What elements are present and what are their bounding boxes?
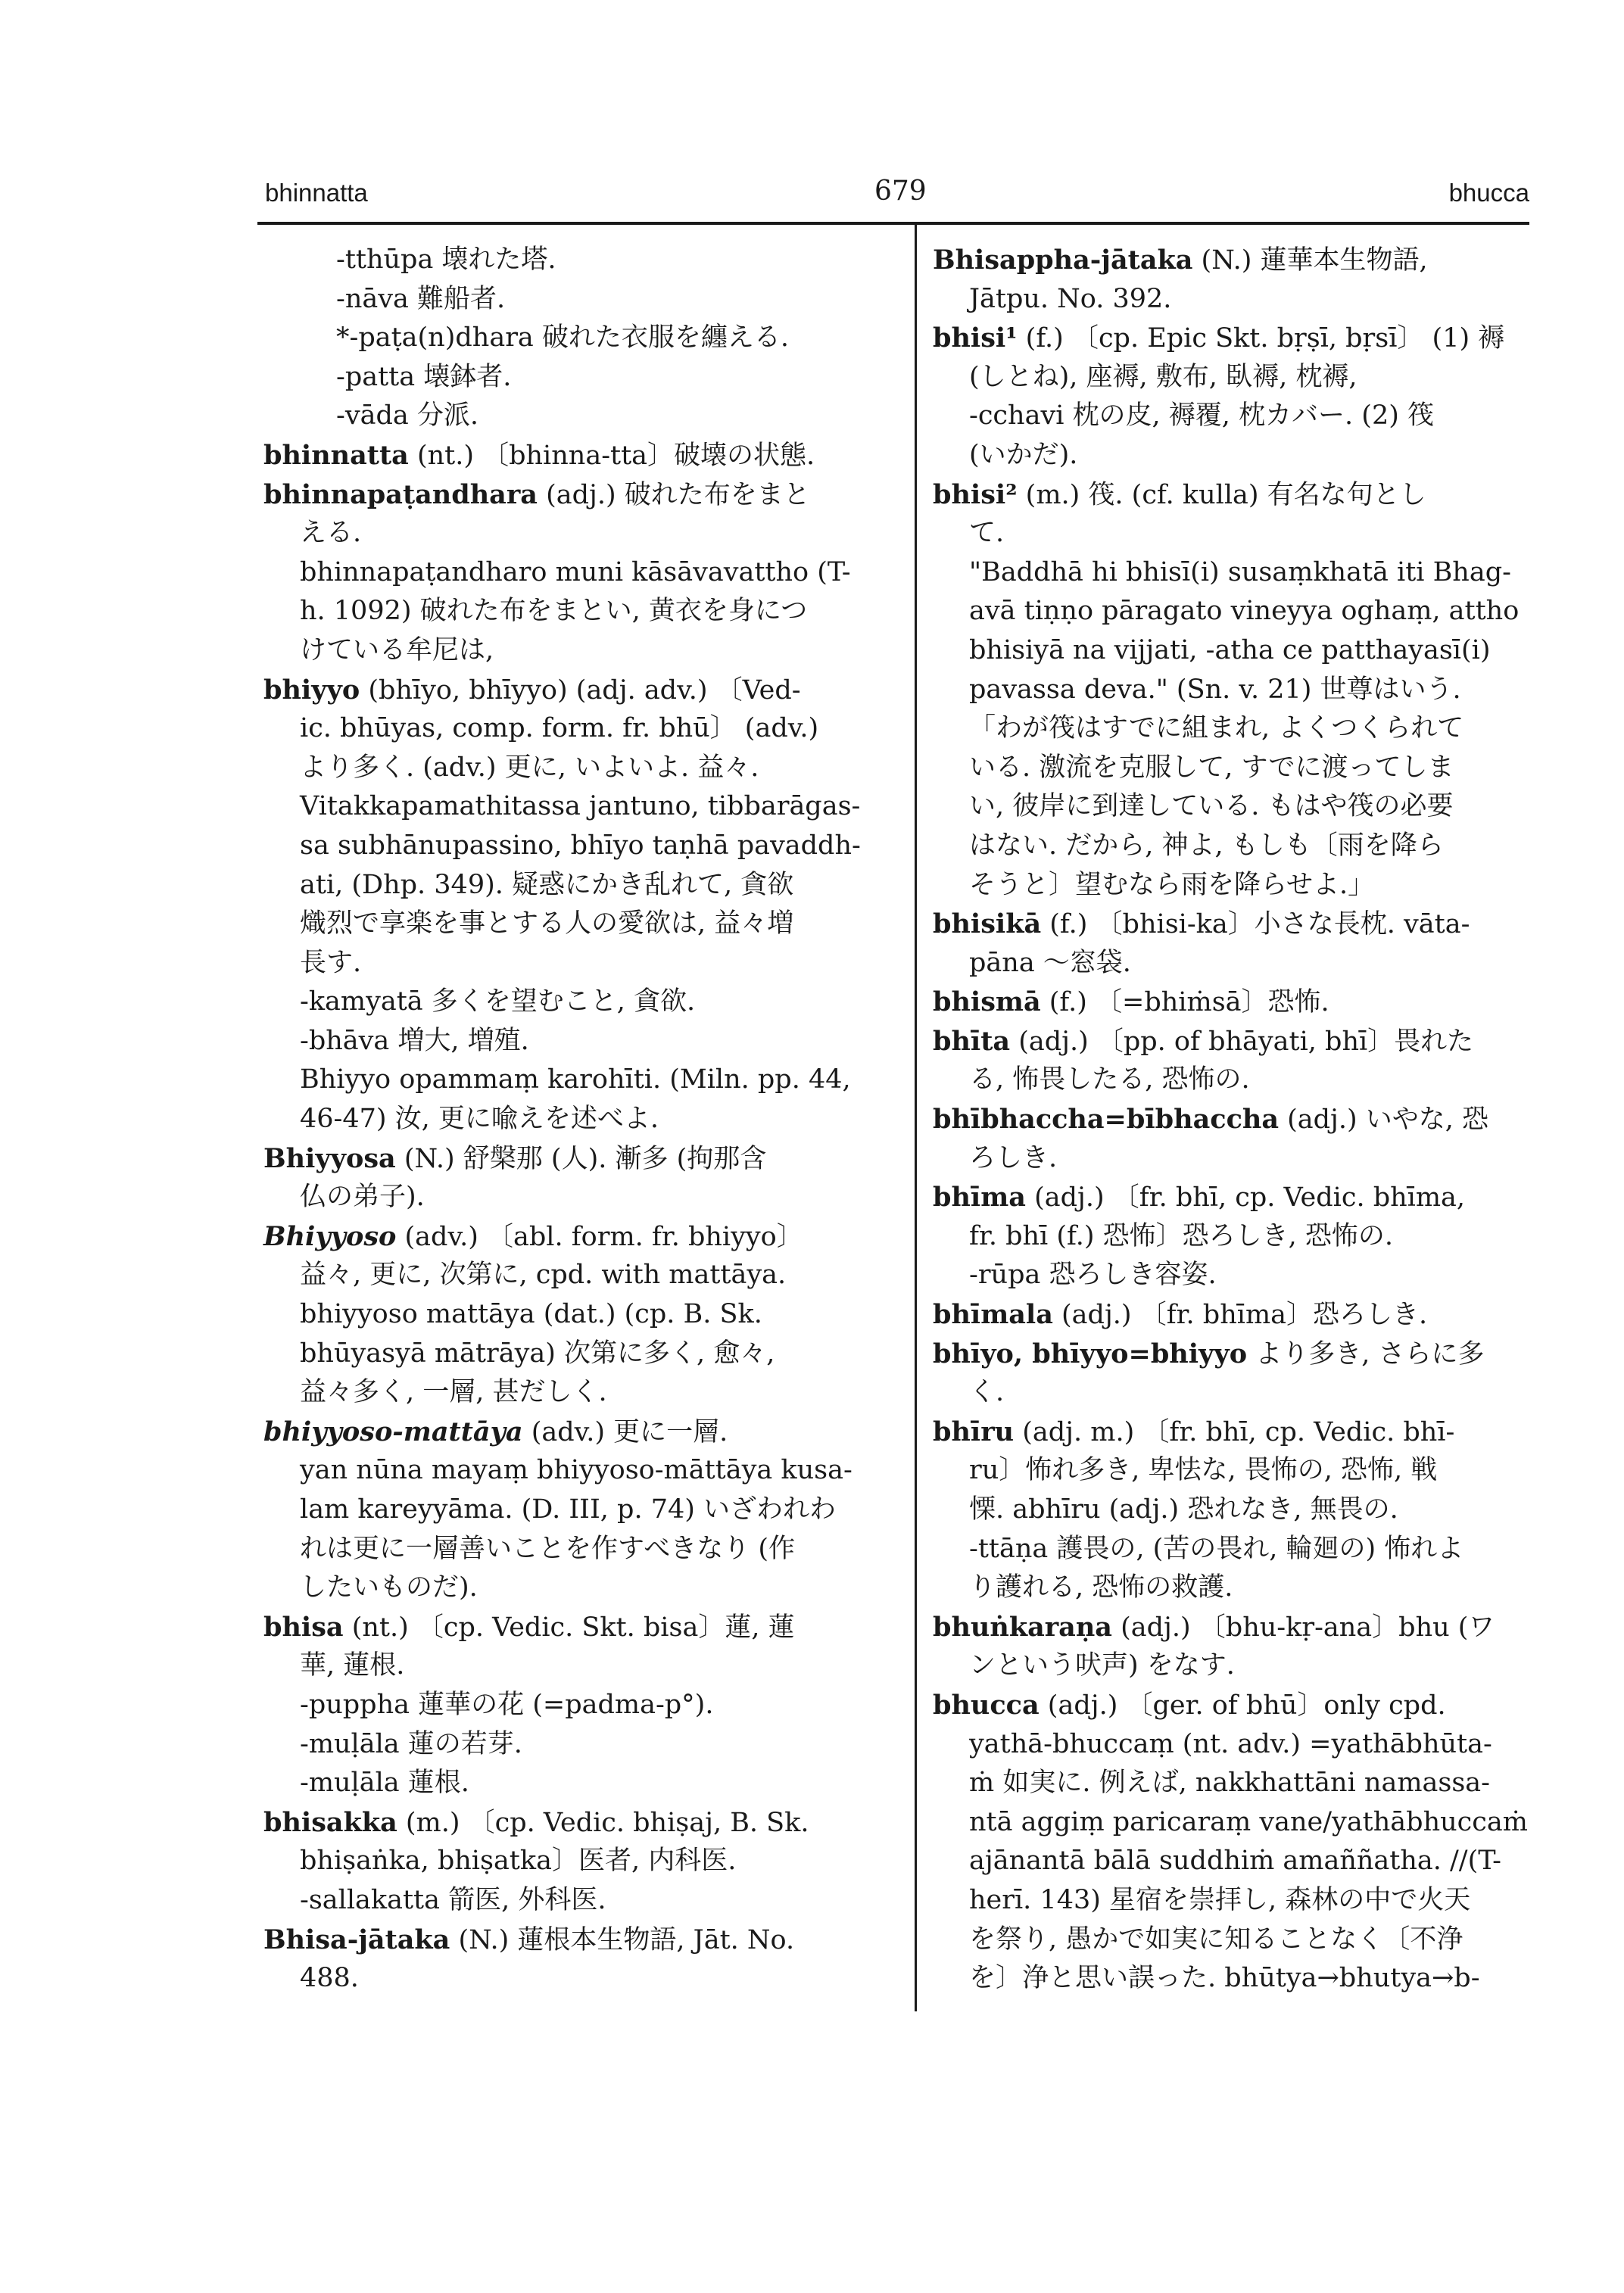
- entry-text: ṁ 如実に. 例えば, nakkhattāni namassa-: [969, 1768, 1490, 1799]
- entry-headline: [933, 475, 1531, 515]
- entry-line: [933, 1373, 1531, 1413]
- entry-text: ati, (Dhp. 349). 疑惑にかき乱れて, 貪欲: [300, 869, 794, 900]
- entry-line: [263, 1256, 884, 1295]
- entry-line: [263, 1295, 884, 1335]
- entry-text: h. 1092) 破れた布をまとい, 黄衣を身につ: [300, 596, 808, 627]
- entry-line: [933, 1959, 1531, 1999]
- entry-text: (adj. m.) 〔fr. bhī, cp. Vedic. bhī-: [1014, 1416, 1455, 1447]
- entry-line: [933, 1217, 1531, 1257]
- entry-text: -rūpa 恐ろしき容姿.: [969, 1260, 1217, 1291]
- entry-headline: [933, 319, 1531, 358]
- entry-text: (adj.) いやな, 恐: [1279, 1104, 1489, 1136]
- headword: Bhiyyosa: [263, 1142, 396, 1174]
- entry-line: [933, 1803, 1531, 1843]
- entry-text: -muḷāla 蓮の若芽.: [300, 1728, 522, 1759]
- entry-line: [263, 514, 884, 553]
- entry-text: bhiṣaṅka, bhiṣatka〕医者, 内科医.: [300, 1846, 737, 1877]
- entry-text: -vāda 分派.: [336, 400, 478, 431]
- entry-line: [263, 1686, 884, 1725]
- entry-line: [263, 319, 884, 358]
- entry-text: て.: [969, 518, 1005, 549]
- entry-text: bhiyyoso mattāya (dat.) (cp. B. Sk.: [300, 1299, 762, 1330]
- entry-line: [263, 1373, 884, 1413]
- entry-headline: [263, 1608, 884, 1647]
- entry-line: [263, 1530, 884, 1569]
- entry-text: したいものだ).: [300, 1572, 478, 1603]
- entry-line: [263, 827, 884, 866]
- right-column: [933, 241, 1531, 1999]
- entry-line: [263, 397, 884, 436]
- entry-text: pavassa deva." (Sn. v. 21) 世尊はいう.: [969, 674, 1461, 705]
- entry-line: [263, 1647, 884, 1686]
- entry-text: (f.) 〔cp. Epic Skt. bṛṣī, bṛsī〕 (1) 褥: [1017, 323, 1505, 354]
- headword: bhiyyoso-mattāya: [263, 1416, 523, 1447]
- entry-line: [263, 553, 884, 593]
- headword: bhiyyo: [263, 674, 360, 706]
- entry-text: る, 怖畏したる, 恐怖の.: [969, 1064, 1250, 1095]
- entry-text: yan nūna mayaṃ bhiyyoso-māttāya kusa-: [300, 1455, 853, 1486]
- entry-text: avā tiṇṇo pāragato vineyya oghaṃ, attho: [969, 596, 1520, 627]
- entry-line: [933, 1569, 1531, 1608]
- entry-headline: [263, 436, 884, 475]
- entry-line: [263, 280, 884, 319]
- entry-line: [933, 1647, 1531, 1686]
- entry-text: 益々多く, 一層, 甚だしく.: [300, 1377, 607, 1408]
- headword: bhisi²: [933, 478, 1018, 510]
- entry-headline: [933, 241, 1531, 280]
- entry-text: (nt.) 〔cp. Vedic. Skt. bisa〕蓮, 蓮: [343, 1612, 795, 1643]
- entry-line: [933, 1842, 1531, 1881]
- entry-headline: [933, 983, 1531, 1022]
- entry-line: [933, 1921, 1531, 1960]
- running-header: [265, 176, 1529, 224]
- entry-text: (N.) 蓮華本生物語,: [1192, 245, 1428, 276]
- entry-headline: [933, 1608, 1531, 1647]
- entry-line: [263, 358, 884, 397]
- entry-text: を祭り, 愚かで如実に知ることなく〔不浄: [969, 1924, 1463, 1955]
- entry-line: [933, 1491, 1531, 1530]
- entry-line: [933, 749, 1531, 788]
- entry-text: sa subhānupassino, bhīyo taṇhā pavaddh-: [300, 830, 861, 861]
- left-guide-word: bhinnatta: [265, 179, 368, 207]
- entry-headline: [933, 1413, 1531, 1452]
- entry-text: (adv.) 更に一層.: [522, 1416, 728, 1447]
- entry-line: [263, 944, 884, 983]
- entry-headline: [263, 1803, 884, 1843]
- entry-text: 熾烈で享楽を事とする人の愛欲は, 益々増: [300, 908, 794, 939]
- entry-text: lam kareyyāma. (D. III, p. 74) いざわれわ: [300, 1494, 837, 1525]
- header-rule: [257, 222, 1529, 225]
- entry-text: い, 彼岸に到達している. もはや筏の必要: [969, 791, 1454, 822]
- entry-line: [263, 787, 884, 827]
- headword: bhisakka: [263, 1806, 397, 1838]
- entry-text: (f.) 〔=bhiṁsā〕恐怖.: [1040, 987, 1329, 1018]
- entry-text: ajānantā bālā suddhiṁ amaññatha. //(T-: [969, 1846, 1501, 1877]
- entry-line: [933, 397, 1531, 436]
- headword: Bhiyyoso: [263, 1220, 397, 1252]
- entry-text: bhisiyā na vijjati, -atha ce patthayasī(i): [969, 634, 1491, 665]
- entry-line: [933, 1881, 1531, 1921]
- entry-text: (adj.) 〔ger. of bhū〕only cpd.: [1039, 1690, 1446, 1721]
- entry-line: [263, 592, 884, 631]
- entry-line: [263, 1178, 884, 1217]
- entry-line: [263, 1725, 884, 1765]
- headword: bhīyo, bhīyyo=bhiyyo: [933, 1338, 1248, 1369]
- entry-text: bhinnapaṭandharo muni kāsāvavattho (T-: [300, 556, 851, 587]
- entry-line: [263, 1061, 884, 1100]
- headword: bhīru: [933, 1416, 1015, 1447]
- entry-headline: [933, 1100, 1531, 1139]
- entry-headline: [263, 671, 884, 710]
- entry-line: [933, 592, 1531, 631]
- entry-line: [933, 827, 1531, 866]
- entry-line: [263, 1022, 884, 1061]
- entry-text: -sallakatta 箭医, 外科医.: [300, 1884, 606, 1915]
- headword: bhisi¹: [933, 322, 1018, 354]
- entry-line: [933, 358, 1531, 397]
- entry-text: ンという吠声) をなす.: [969, 1650, 1235, 1681]
- entry-text: "Baddhā hi bhisī(i) susaṃkhatā iti Bhag-: [969, 556, 1511, 587]
- entry-headline: [263, 1921, 884, 1960]
- entry-headline: [933, 905, 1531, 944]
- entry-headline: [933, 1178, 1531, 1217]
- entry-text: -kamyatā 多くを望むこと, 貪欲.: [300, 986, 696, 1017]
- entry-text: -ttāṇa 護畏の, (苦の畏れ, 輪廻の) 怖れよ: [969, 1533, 1464, 1564]
- entry-text: (nt.) 〔bhinna-tta〕破壊の状態.: [408, 440, 815, 471]
- entry-text: 華, 蓮根.: [300, 1650, 405, 1681]
- headword: bhīta: [933, 1025, 1011, 1057]
- entry-text: Bhiyyo opammaṃ karohīti. (Miln. pp. 44,: [300, 1064, 851, 1095]
- entry-text: ru〕怖れ多き, 卑怯な, 畏怖の, 恐怖, 戦: [969, 1455, 1438, 1486]
- entry-line: [933, 280, 1531, 319]
- entry-text: ろしき.: [969, 1142, 1058, 1173]
- entry-line: [263, 1764, 884, 1803]
- entry-text: より多く. (adv.) 更に, いよいよ. 益々.: [300, 752, 759, 783]
- entry-text: (f.) 〔bhisi-ka〕小さな長枕. vāta-: [1041, 909, 1470, 940]
- entry-text: 488.: [300, 1963, 359, 1994]
- entry-text: (m.) 〔cp. Vedic. bhiṣaj, B. Sk.: [397, 1807, 809, 1838]
- headword: bhīma: [933, 1182, 1026, 1213]
- headword: bhisa: [263, 1611, 344, 1643]
- column-divider: [915, 225, 917, 2011]
- entry-text: Vitakkapamathitassa jantuno, tibbarāgas-: [300, 791, 861, 822]
- headword: bhinnapaṭandhara: [263, 478, 538, 510]
- entry-text: herī. 143) 星宿を崇拝し, 森林の中で火天: [969, 1884, 1471, 1915]
- entry-headline: [933, 1295, 1531, 1335]
- entry-text: pāna 〜窓袋.: [969, 947, 1131, 978]
- page-number: 679: [874, 176, 927, 207]
- entry-line: [263, 983, 884, 1022]
- left-column: [263, 241, 884, 1999]
- entry-line: [263, 1335, 884, 1374]
- headword: bhisikā: [933, 908, 1042, 940]
- entry-text: -muḷāla 蓮根.: [300, 1768, 469, 1799]
- entry-text: -puppha 蓮華の花 (=padma-p°).: [300, 1689, 714, 1720]
- entry-line: [263, 1569, 884, 1608]
- entry-text: (N.) 舒槃那 (人). 漸多 (拘那含: [395, 1143, 767, 1174]
- entry-headline: [933, 1686, 1531, 1725]
- entry-line: [933, 1139, 1531, 1179]
- entry-text: fr. bhī (f.) 恐怖〕恐ろしき, 恐怖の.: [969, 1220, 1394, 1251]
- entry-text: (adj.) 〔fr. bhīma〕恐ろしき.: [1052, 1300, 1428, 1331]
- entry-text: Jātpu. No. 392.: [969, 283, 1172, 314]
- entry-headline: [263, 1139, 884, 1179]
- entry-text: (adv.) 〔abl. form. fr. bhiyyo〕: [396, 1221, 803, 1252]
- entry-line: [933, 514, 1531, 553]
- entry-line: [933, 1061, 1531, 1100]
- entry-line: [933, 631, 1531, 671]
- entry-line: [263, 631, 884, 671]
- headword: bhībhaccha=bībhaccha: [933, 1104, 1279, 1136]
- entry-line: [933, 944, 1531, 983]
- entry-text: ic. bhūyas, comp. form. fr. bhū〕 (adv.): [300, 713, 819, 744]
- entry-line: [933, 787, 1531, 827]
- entry-line: [263, 905, 884, 944]
- entry-line: [933, 1725, 1531, 1765]
- entry-line: [933, 671, 1531, 710]
- entry-text: (adj.) 〔bhu-kṛ-ana〕bhu (ワ: [1112, 1612, 1495, 1643]
- entry-text: (adj.) 〔fr. bhī, cp. Vedic. bhīma,: [1025, 1182, 1466, 1213]
- entry-text: はない. だから, 神よ, もしも〔雨を降ら: [969, 830, 1444, 861]
- entry-line: [263, 1842, 884, 1881]
- headword: bhuṅkaraṇa: [933, 1611, 1112, 1643]
- entry-text: -cchavi 枕の皮, 褥覆, 枕カバー. (2) 筏: [969, 400, 1434, 431]
- entry-headline: [933, 1335, 1531, 1374]
- entry-text: 益々, 更に, 次第に, cpd. with mattāya.: [300, 1260, 787, 1291]
- headword: Bhisappha-jātaka: [933, 245, 1193, 276]
- entry-line: [263, 709, 884, 749]
- entry-line: [933, 436, 1531, 475]
- entry-line: [263, 241, 884, 280]
- entry-text: える.: [300, 518, 362, 549]
- entry-text: *-paṭa(n)dhara 破れた衣服を纏える.: [336, 322, 790, 354]
- headword: bhismā: [933, 986, 1041, 1018]
- entry-text: -patta 壊鉢者.: [336, 361, 512, 392]
- entry-text: れは更に一層善いことを作すべきなり (作: [300, 1533, 796, 1564]
- entry-text: (いかだ).: [969, 439, 1078, 470]
- entry-text: 慄. abhīru (adj.) 恐れなき, 無畏の.: [969, 1494, 1398, 1525]
- entry-text: (N.) 蓮根本生物語, Jāt. No.: [450, 1924, 795, 1955]
- headword: bhīmala: [933, 1299, 1053, 1331]
- entry-headline: [263, 475, 884, 515]
- entry-text: ntā aggiṃ paricaraṃ vane/yathābhuccaṁ: [969, 1806, 1528, 1837]
- entry-line: [263, 1100, 884, 1139]
- entry-text: を〕浄と思い誤った. bhūtya→bhutya→b-: [969, 1963, 1480, 1994]
- entry-line: [263, 1959, 884, 1999]
- entry-headline: [933, 1022, 1531, 1061]
- headword: Bhisa-jātaka: [263, 1924, 450, 1955]
- entry-text: 「わが筏はすでに組まれ, よくつくられて: [969, 713, 1464, 744]
- entry-line: [933, 553, 1531, 593]
- entry-text: そうと〕望むなら雨を降らせよ.」: [969, 869, 1375, 900]
- entry-line: [263, 866, 884, 905]
- entry-text: -tthūpa 壊れた塔.: [336, 245, 556, 275]
- right-guide-word: bhucca: [1448, 179, 1529, 207]
- entry-line: [263, 1881, 884, 1921]
- entry-line: [933, 709, 1531, 749]
- entry-text: く.: [969, 1377, 1005, 1408]
- headword: bhucca: [933, 1689, 1040, 1721]
- entry-text: より多き, さらに多: [1247, 1338, 1485, 1369]
- entry-line: [263, 1451, 884, 1491]
- entry-text: (bhīyo, bhīyyo) (adj. adv.) 〔Ved-: [360, 675, 801, 706]
- entry-line: [933, 866, 1531, 905]
- entry-text: 長す.: [300, 947, 362, 978]
- entry-line: [933, 1451, 1531, 1491]
- entry-text: いる. 激流を克服して, すでに渡ってしま: [969, 752, 1454, 783]
- entry-text: -nāva 難船者.: [336, 283, 506, 314]
- entry-text: (しとね), 座褥, 敷布, 臥褥, 枕褥,: [969, 361, 1357, 392]
- entry-headline: [263, 1413, 884, 1452]
- entry-text: (adj.) 〔pp. of bhāyati, bhī〕畏れた: [1010, 1026, 1474, 1057]
- entry-text: (m.) 筏. (cf. kulla) 有名な句とし: [1017, 479, 1426, 510]
- entry-text: 仏の弟子).: [300, 1182, 425, 1213]
- entry-line: [933, 1256, 1531, 1295]
- entry-text: (adj.) 破れた布をまと: [537, 479, 810, 510]
- entry-line: [933, 1764, 1531, 1803]
- entry-text: bhūyasyā mātrāya) 次第に多く, 愈々,: [300, 1338, 775, 1369]
- entry-headline: [263, 1217, 884, 1257]
- headword: bhinnatta: [263, 439, 409, 471]
- entry-line: [263, 749, 884, 788]
- entry-text: yathā-bhuccaṃ (nt. adv.) =yathābhūta-: [969, 1728, 1492, 1759]
- entry-text: 46-47) 汝, 更に喩えを述べよ.: [300, 1104, 659, 1135]
- entry-text: り護れる, 恐怖の救護.: [969, 1572, 1233, 1603]
- entry-line: [933, 1530, 1531, 1569]
- entry-text: けている牟尼は,: [300, 634, 494, 665]
- entry-line: [263, 1491, 884, 1530]
- entry-text: -bhāva 増大, 増殖.: [300, 1025, 529, 1056]
